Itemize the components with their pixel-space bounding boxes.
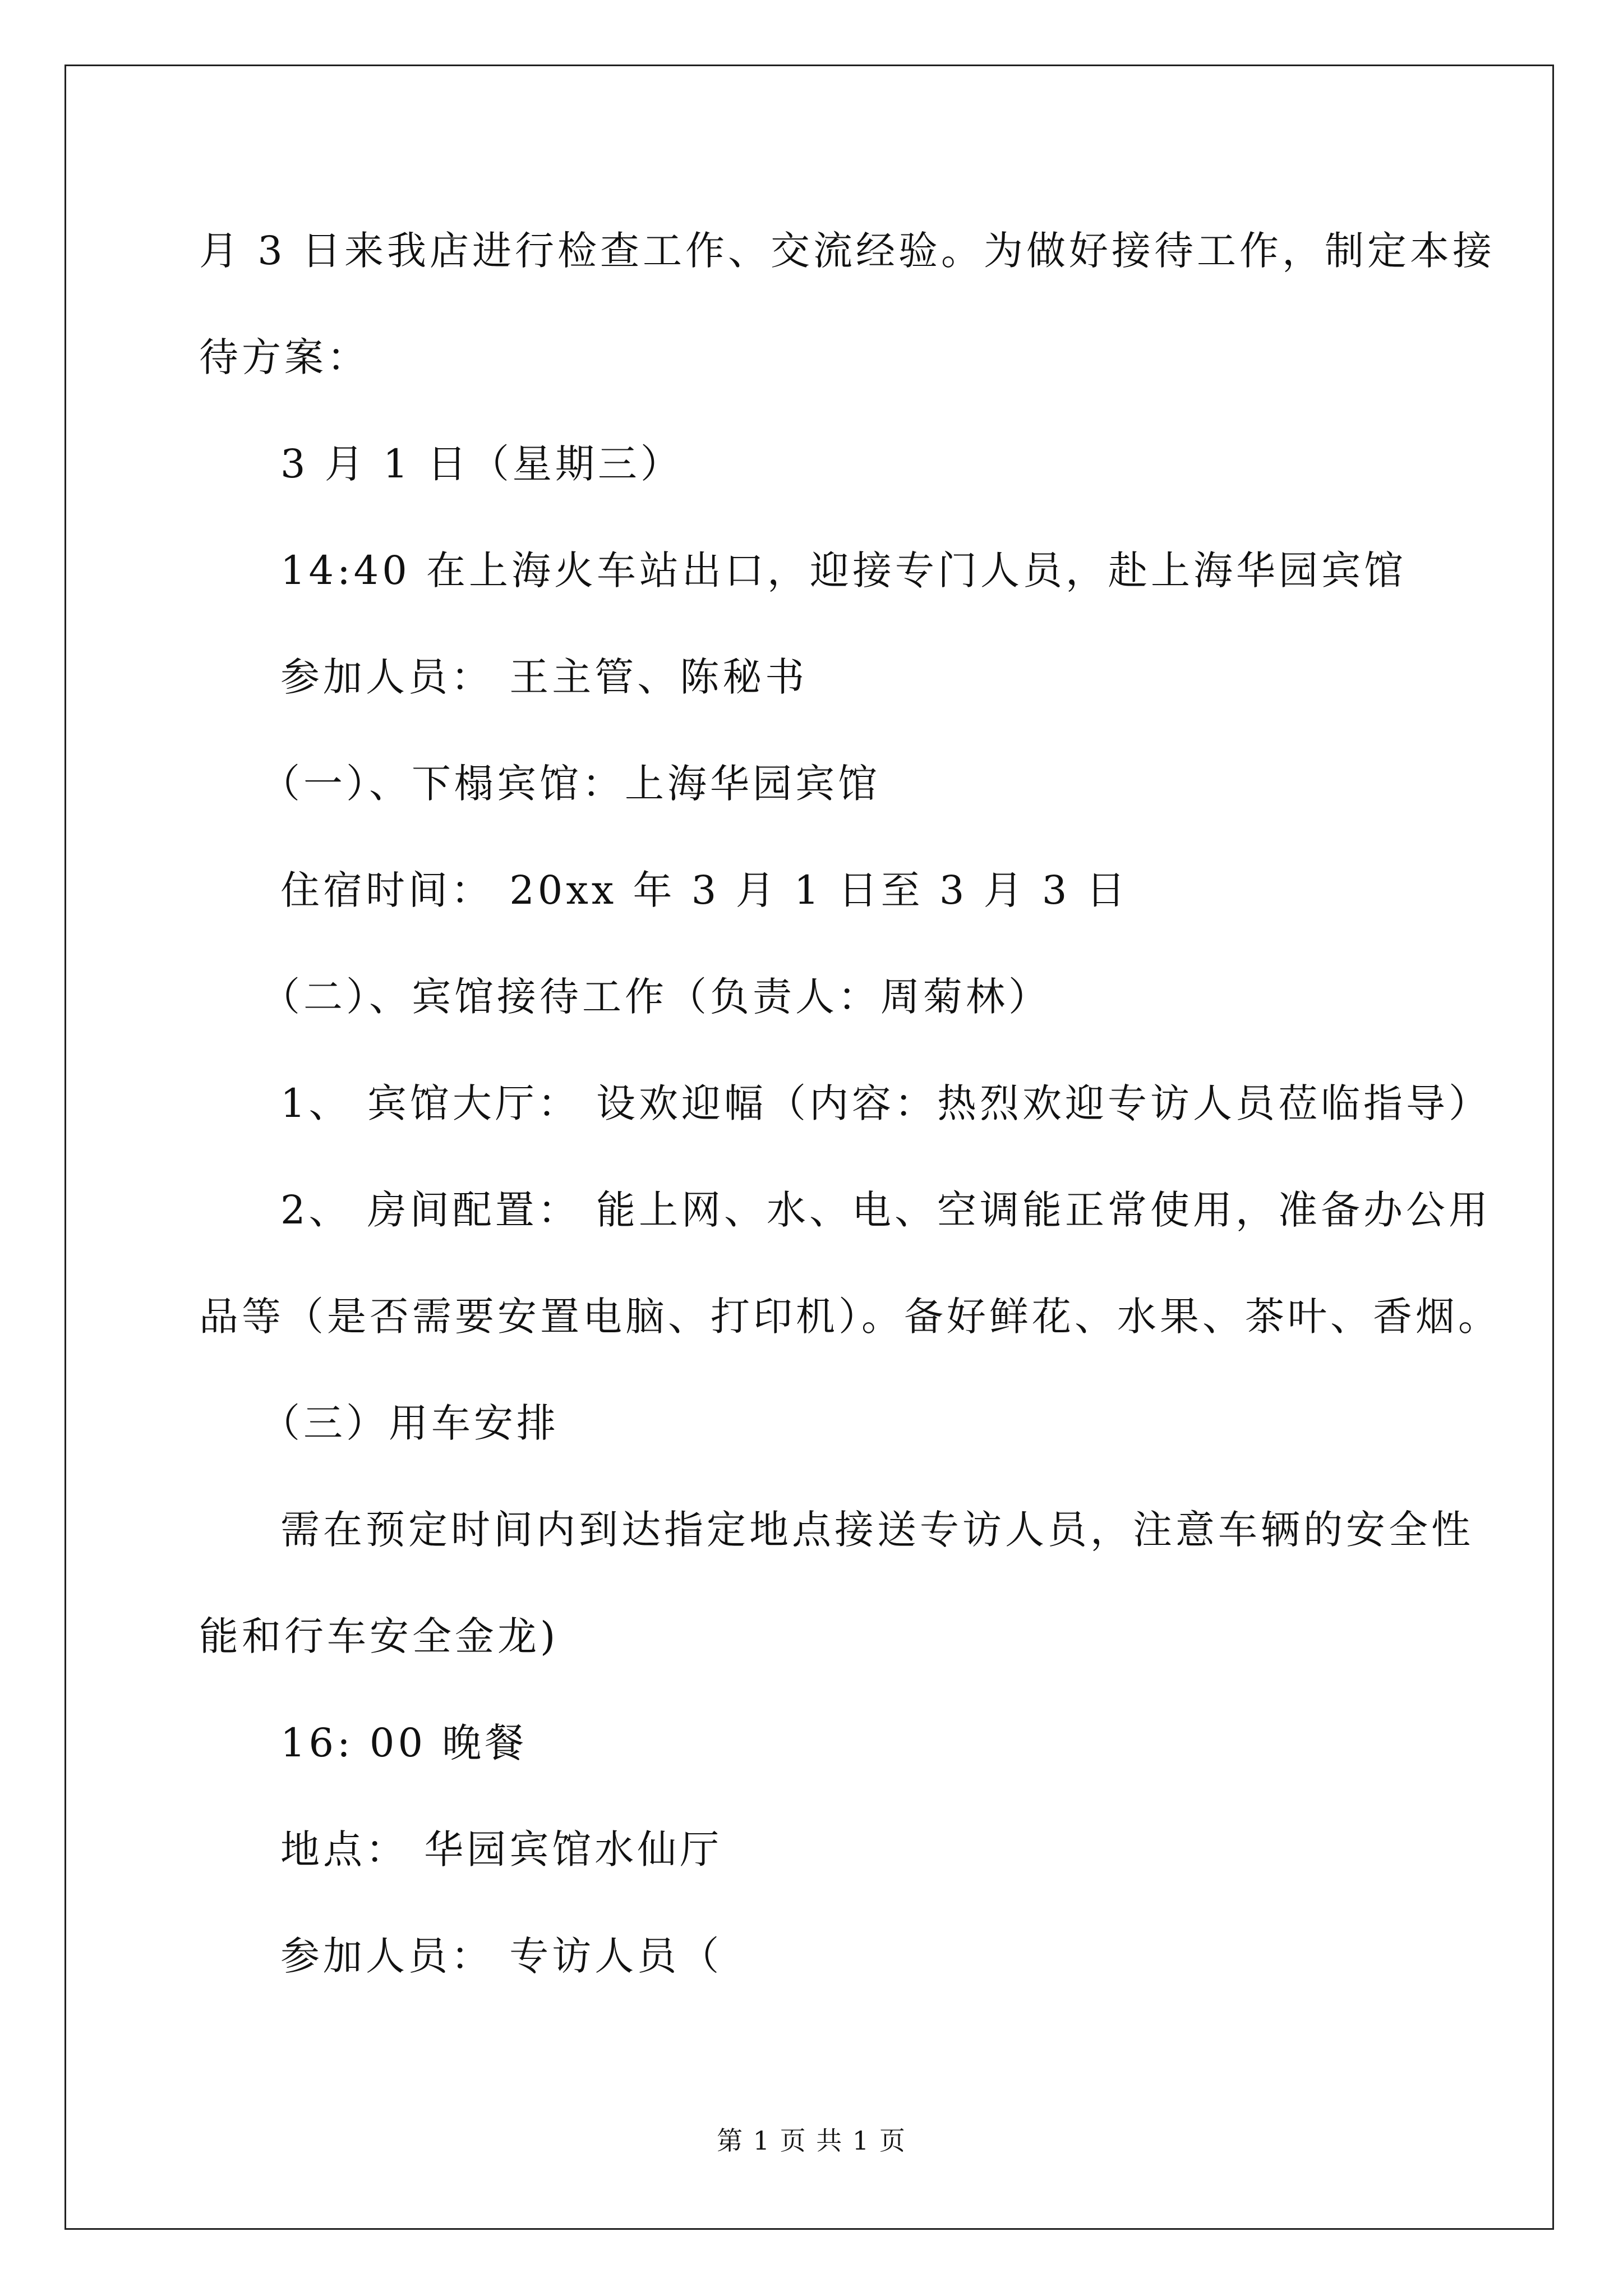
attendees-line: 参加人员： 专访人员（ [280,1933,723,1979]
list-item: 1、 宾馆大厅： 设欢迎幅（内容：热烈欢迎专访人员莅临指导） [280,1080,1492,1126]
paragraph-line: 月 3 日来我店进行检查工作、交流经验。为做好接待工作，制定本接 [199,228,1496,274]
section-heading: （二）、宾馆接待工作（负责人：周菊林） [261,974,1051,1020]
paragraph-line: 能和行车安全金龙) [199,1613,559,1659]
attendees-line: 参加人员： 王主管、陈秘书 [280,654,808,700]
schedule-item: 16: 00 晚餐 [280,1720,528,1766]
section-heading: （一）、下榻宾馆：上海华园宾馆 [261,761,880,807]
location-line: 地点： 华园宾馆水仙厅 [280,1826,723,1872]
paragraph-line: 需在预定时间内到达指定地点接送专访人员，注意车辆的安全性 [280,1507,1474,1553]
page-border [64,65,1554,2230]
page-footer: 第 1 页 共 1 页 [717,2125,906,2156]
list-item: 2、 房间配置： 能上网、水、电、空调能正常使用，准备办公用 [280,1187,1492,1233]
paragraph-line: 品等（是否需要安置电脑、打印机）。备好鲜花、水果、茶叶、香烟。 [199,1294,1501,1340]
stay-period-line: 住宿时间： 20xx 年 3 月 1 日至 3 月 3 日 [280,867,1129,913]
section-heading: （三）用车安排 [261,1400,559,1446]
schedule-item: 14:40 在上海火车站出口，迎接专门人员，赴上海华园宾馆 [280,547,1407,593]
date-heading: 3 月 1 日（星期三） [280,441,683,487]
paragraph-line: 待方案： [199,334,370,380]
